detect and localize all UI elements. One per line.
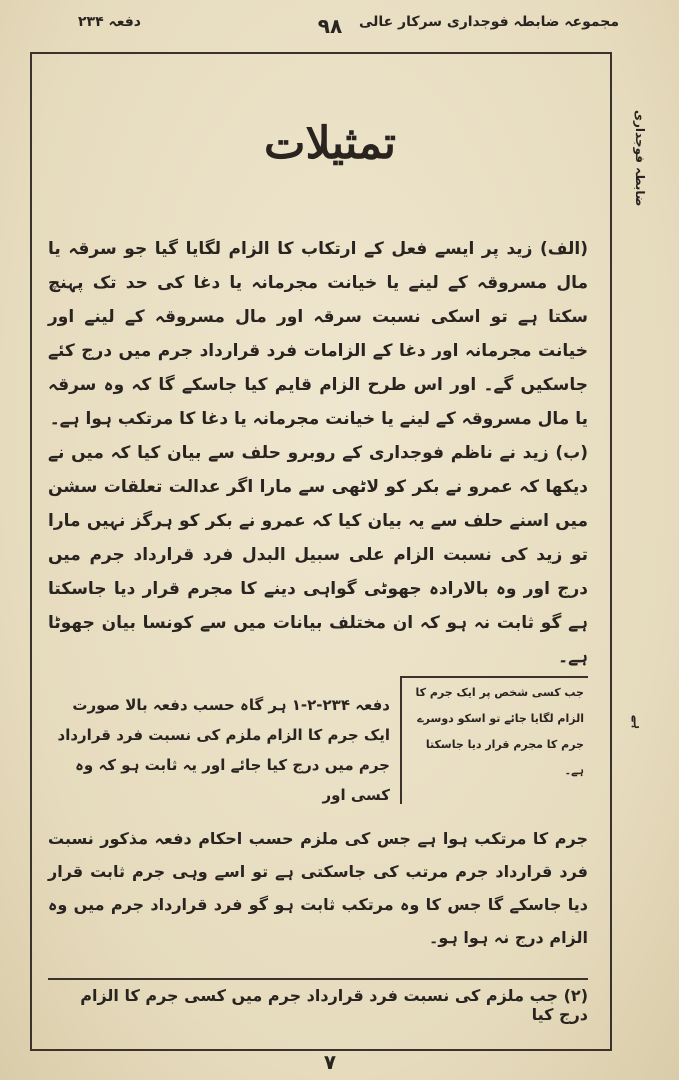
section-text: دفعہ ۲۳۴-۲-۱ ہر گاہ حسب دفعہ بالا صورت ایک جرم کا الزام ملزم کی نسبت فرد قرارداد جرم میں درج کیا جائے اور یہ ثابت ہو کہ وہ کسی اور: [57, 696, 390, 804]
section-header: دفعہ ۲۳۴: [78, 14, 141, 30]
footer-mark: ۷: [323, 1050, 337, 1074]
marginal-box-note: جب کسی شخص پر ایک جرم کا الزام لگایا جائے تو اسکو دوسرے جرم کا مجرم قرار دیا جاسکتا ہے۔: [400, 676, 588, 804]
continuation-paragraph: جرم کا مرتکب ہوا ہے جس کی ملزم حسب احکام دفعہ مذکور نسبت فرد قرارداد جرم مرتب کی جاسکتی ہے تو اسے وہی جرم ثابت قرار دیا جاسکے گا جس کا وہ مرتکب ثابت ہو گو فرد قرارداد جرم میں وہ الزام درج نہ ہوا ہو۔: [48, 829, 588, 947]
section-continuation: [48, 822, 588, 954]
section-row: [48, 676, 588, 804]
illustrations-body: [48, 232, 588, 674]
illustration-a: (الف) زید پر ایسے فعل کے ارتکاب کا الزام لگایا گیا جو سرقہ یا مال مسروقہ کے لینے یا خیانت مجرمانہ یا دغا کی حد تک پہنچ سکتا ہے تو اسکی نسبت سرقہ اور مال مسروقہ کے لینے اور خیانت مجرمانہ اور دغا کے الزامات فرد قرارداد جرم میں درج کئے جاسکیں گے۔ اور اس طرح الزام قایم کیا جاسکے گا کہ وہ سرقہ یا مال مسروقہ کے لینے یا خیانت مجرمانہ یا دغا کا مرتکب ہوا ہے۔: [48, 239, 588, 429]
page-title: تمثیلات: [264, 118, 396, 169]
margin-note-top: ضابطہ فوجداری: [633, 109, 647, 206]
running-header: مجموعہ ضابطہ فوجداری سرکار عالی: [358, 14, 619, 30]
page-number: ۹۸: [317, 14, 343, 38]
divider-line: [48, 978, 588, 980]
illustration-b: (ب) زید نے ناظم فوجداری کے روبرو حلف سے بیان کیا کہ میں نے دیکھا کہ عمرو نے بکر کو لاٹھی سے مارا اگر عدالت تعلقات سشن میں اسنے حلف سے یہ بیان کیا کہ عمرو نے بکر کو ہرگز نہیں مارا تو زید کی نسبت الزام علی سبیل البدل فرد قرارداد جرم میں درج اور وہ بالارادہ جھوٹی گواہی دینے کا مجرم قرار دیا جاسکتا ہے گو ثابت نہ ہو کہ ان مختلف بیانات میں سے کونسا بیان جھوٹا ہے۔: [48, 443, 588, 667]
subsection-2-line: (۲) جب ملزم کی نسبت فرد قرارداد جرم میں کسی جرم کا الزام درج کیا: [80, 986, 588, 1024]
margin-note-mid: ہے: [631, 715, 645, 730]
